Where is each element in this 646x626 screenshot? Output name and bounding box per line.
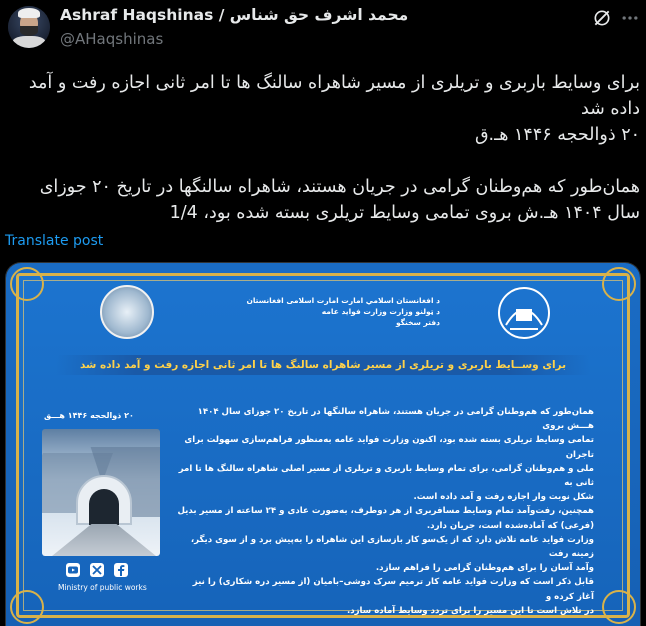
avatar-turban	[18, 8, 40, 18]
body-line: همان‌طور که هم‌وطنان گرامی در جریان هستند، شاهراه سالنگها در تاریخ ۲۰ جوزای سال ۱۴۰۴ هـــش بروی	[197, 407, 594, 432]
tunnel-photo	[42, 429, 160, 556]
body-line: وزارت فواید عامه تلاش دارد که از یک‌سو کار بازسازی این شاهراه را به‌پیش برد و از سوی دیگر، زمینه رفت	[190, 534, 594, 560]
ornament-corner	[10, 267, 44, 301]
x-icon	[90, 563, 104, 577]
display-name[interactable]: Ashraf Haqshinas / محمد اشرف حق شناس	[60, 6, 409, 24]
grok-icon[interactable]	[592, 8, 612, 28]
youtube-icon	[66, 563, 80, 577]
facebook-icon	[114, 563, 128, 577]
body-line: همچنین، رفت‌وآمد تمام وسایط مسافربری از هر دوطرف، به‌صورت عادی و ۲۴ ساعته از مسیر بدیل	[177, 506, 594, 517]
ornament-corner	[602, 590, 636, 624]
ministry-logo	[100, 285, 154, 339]
more-icon[interactable]	[620, 8, 640, 28]
header-line: د ټولنو وزارت وزارت فواید عامه	[321, 307, 440, 316]
paragraph-gap	[10, 148, 640, 174]
snowy-road	[52, 524, 156, 556]
ornament-corner	[602, 267, 636, 301]
ministry-label: Ministry of public works	[58, 583, 147, 592]
social-icons	[66, 563, 128, 577]
tweet-line: داده شد	[580, 99, 640, 119]
document-banner-title: برای وســایط باربری و تریلری از مسیر شاهراه سالنگ ها تا امر ثانی اجازه رفت و آمد داده شد	[56, 355, 590, 375]
body-line: قابل ذکر است که وزارت فواید عامه کار ترمیم سرک دوشی–بامیان (از مسیر دره شکاری) را نیز آغاز کرده و	[192, 577, 594, 602]
tweet-line: برای وسایط باربری و تریلری از مسیر شاهراه سالنگ ها تا امر ثانی اجازه رفت و آمد	[28, 73, 640, 93]
tweet-text	[10, 70, 640, 226]
ornament-corner	[10, 590, 44, 624]
document-date: ۲۰ ذوالحجه ۱۴۴۶ هـــق	[44, 411, 134, 420]
document-header	[246, 295, 440, 328]
header-line: د افغانستان اسلامي امارت امارت اسلامی افغانستان	[246, 296, 440, 305]
avatar-body	[12, 36, 46, 48]
body-line: شکل نوبت وار اجازه رفت و آمد داده است.	[413, 492, 594, 503]
tweet-line: ۲۰ ذوالحجه ۱۴۴۶ هـ.ق	[474, 125, 640, 145]
avatar[interactable]	[8, 6, 50, 48]
tweet-media-image[interactable]	[5, 262, 641, 626]
header-line: دفتر سخنگو	[395, 318, 440, 327]
tweet-line: همان‌طور که هم‌وطنان گرامی در جریان هستند، شاهراه سالنگها در تاریخ ۲۰ جوزای	[39, 177, 640, 197]
body-line: وآمد آسان را برای هم‌وطنان گرامی را فراهم سازد.	[375, 563, 594, 574]
translate-post-link[interactable]: Translate post	[5, 233, 104, 249]
avatar-beard	[20, 26, 38, 36]
tunnel-mouth	[89, 489, 119, 525]
user-handle[interactable]: @AHaqshinas	[60, 30, 164, 48]
body-line: در تلاش است تا این مسیر را برای تردد وسایط آماده سازد.	[346, 605, 594, 616]
emirate-emblem	[496, 285, 552, 341]
document-body	[174, 405, 594, 618]
body-line: ملی و هم‌وطنان گرامی، برای تمام وسایط باربری و تریلری از مسیر اصلی شاهراه سالنگ ها تا امر ثانی به	[178, 463, 594, 489]
tweet-line: سال ۱۴۰۴ هـ.ش بروی تمامی وسایط تریلری بسته شده بود، 1/4	[169, 203, 640, 223]
body-line: تمامی وسایط تریلری بسته شده بود، اکنون وزارت فواید عامه به‌منظور فراهم‌سازی سهولت برای تاجران	[184, 435, 594, 460]
body-line: (فرعی) که آماده‌شده است، جریان دارد.	[426, 520, 594, 531]
